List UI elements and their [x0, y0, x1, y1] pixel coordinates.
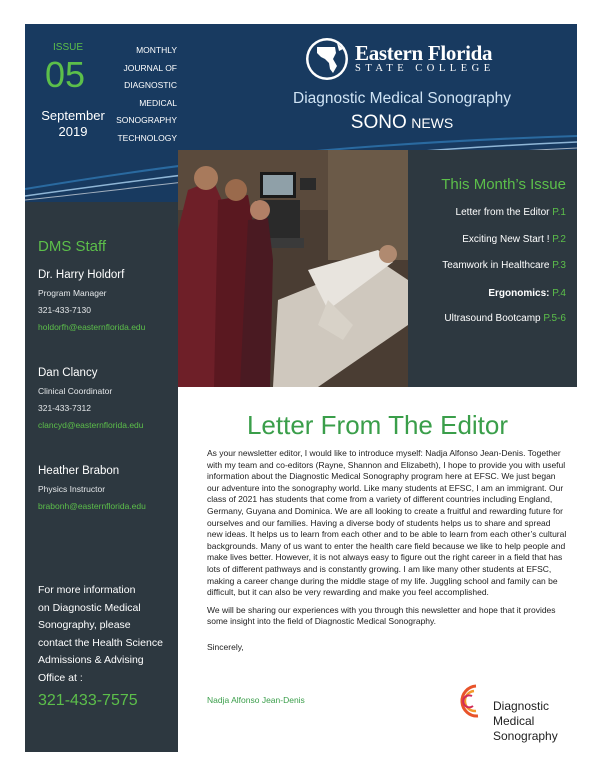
- ultrasound-lab-photo: [178, 150, 408, 387]
- staff-role: Physics Instructor: [38, 484, 106, 494]
- letter-paragraph: We will be sharing our experiences with you through this newsletter and hope that it provides some insight into the field of Diagnostic Medical Sonography.: [207, 604, 556, 627]
- journal-line: DIAGNOSTIC: [124, 80, 177, 91]
- staff-card: [38, 366, 144, 431]
- toc-item-ergonomics[interactable]: [488, 288, 566, 299]
- journal-line: MONTHLY: [136, 45, 177, 55]
- toc-item-new-start[interactable]: [462, 234, 566, 245]
- toc-item-page: P.4: [552, 288, 566, 299]
- issue-number: 05: [45, 54, 86, 95]
- journal-line: TECHNOLOGY: [117, 132, 177, 143]
- staff-heading: DMS Staff: [38, 238, 107, 255]
- staff-email-link[interactable]: holdorfh@easternflorida.edu: [38, 322, 146, 332]
- more-info-text: [38, 582, 166, 688]
- more-info-line: Sonography, please: [38, 619, 131, 632]
- staff-name: Heather Brabon: [38, 465, 120, 477]
- more-info-line: Office at :: [38, 671, 83, 684]
- staff-phone: 321-433-7130: [38, 305, 91, 315]
- toc-heading: This Month’s Issue: [441, 176, 566, 193]
- dms-logo-line: Medical: [493, 714, 535, 728]
- letter-signature: Nadja Alfonso Jean-Denis: [207, 695, 305, 705]
- toc-item-label: Exciting New Start !: [462, 234, 550, 245]
- staff-role: Clinical Coordinator: [38, 386, 113, 396]
- college-name: Eastern Florida: [355, 41, 493, 65]
- more-info-line: Admissions & Advising: [38, 654, 144, 667]
- letter-body: [207, 448, 567, 657]
- issue-label: ISSUE: [53, 42, 84, 53]
- staff-card: [38, 268, 145, 333]
- staff-email-link[interactable]: brabonh@easternflorida.edu: [38, 501, 146, 511]
- toc-item-bootcamp[interactable]: [444, 313, 566, 324]
- toc-item-page: P.5-6: [543, 313, 566, 324]
- letter-title: Letter From The Editor: [246, 410, 509, 440]
- toc-item-label: Teamwork in Healthcare: [442, 260, 550, 271]
- issue-month: September: [41, 108, 105, 123]
- toc-item-page: P.3: [552, 260, 566, 271]
- more-info-line: contact the Health Science: [38, 636, 163, 649]
- more-info-line: on Diagnostic Medical: [38, 601, 141, 614]
- news-word: NEWS: [411, 115, 454, 131]
- staff-phone: 321-433-7312: [38, 403, 91, 413]
- toc-item-label: Letter from the Editor: [455, 207, 550, 218]
- table-of-contents: [408, 150, 577, 387]
- newsletter-page: [25, 24, 577, 752]
- journal-line: JOURNAL OF: [123, 62, 177, 73]
- staff-name: Dr. Harry Holdorf: [38, 269, 125, 281]
- toc-item-teamwork[interactable]: [442, 260, 566, 271]
- sono-word: SONO: [350, 112, 407, 133]
- toc-item-page: P.2: [552, 234, 566, 245]
- journal-description: [111, 42, 177, 148]
- staff-sidebar: [25, 202, 178, 752]
- letter-closing: Sincerely,: [207, 641, 244, 652]
- newsletter-title: [275, 112, 529, 134]
- staff-name: Dan Clancy: [38, 367, 98, 379]
- staff-card: [38, 464, 146, 512]
- college-subtitle: STATE COLLEGE: [355, 63, 495, 74]
- contact-phone-number[interactable]: 321-433-7575: [38, 692, 138, 709]
- program-title: Diagnostic Medical Sonography: [293, 90, 511, 107]
- staff-email-link[interactable]: clancyd@easternflorida.edu: [38, 420, 144, 430]
- toc-item-page: P.1: [552, 207, 566, 218]
- dms-logo-line: Diagnostic: [493, 699, 550, 713]
- toc-item-letter[interactable]: [456, 207, 566, 218]
- toc-item-label: Ergonomics:: [488, 288, 550, 299]
- letter-paragraph: As your newsletter editor, I would like to introduce myself: Nadja Alfonso Jean-Denis. Together with my team and co-editors (Rayne, Shannon and Elizabeth), I hope to provide you with useful information about the Diagnostic Medical Sonography program here at EFSC. We just began our adventure into the sonography world. Like many students at EFSC, I am an immigrant. Our class of 2021 has students that come from a variety of different countries including England, Germany, Guyana and Dominica. We are all looking to create a fruitful and rewarding future for ourselves and our families. Having a diverse body of students helps us to share and spread new ideas. It helps us to learn from each other and to be able to learn from each other’s cultural backgrounds. Many of us want to enter the health care field because we like to help people and make lives better. However, it is not always easy to figure out the right career in a field that has lots of different pathways and is constantly growing. I am like many other students at EFSC, making a career change during the middle stage of my life. Juggling school and family can be difficult, but it can also be very rewarding and make you feel accomplished.: [207, 448, 567, 598]
- issue-year: 2019: [58, 124, 88, 139]
- dms-logo-text: [493, 699, 558, 744]
- dms-logo-line: Sonography: [493, 729, 558, 743]
- toc-item-label: Ultrasound Bootcamp: [444, 313, 541, 324]
- staff-role: Program Manager: [38, 288, 107, 298]
- dms-logo-icon: [454, 682, 484, 722]
- more-info-line: For more information: [38, 584, 136, 596]
- journal-line: MEDICAL: [139, 97, 177, 108]
- journal-line: SONOGRAPHY: [116, 115, 177, 126]
